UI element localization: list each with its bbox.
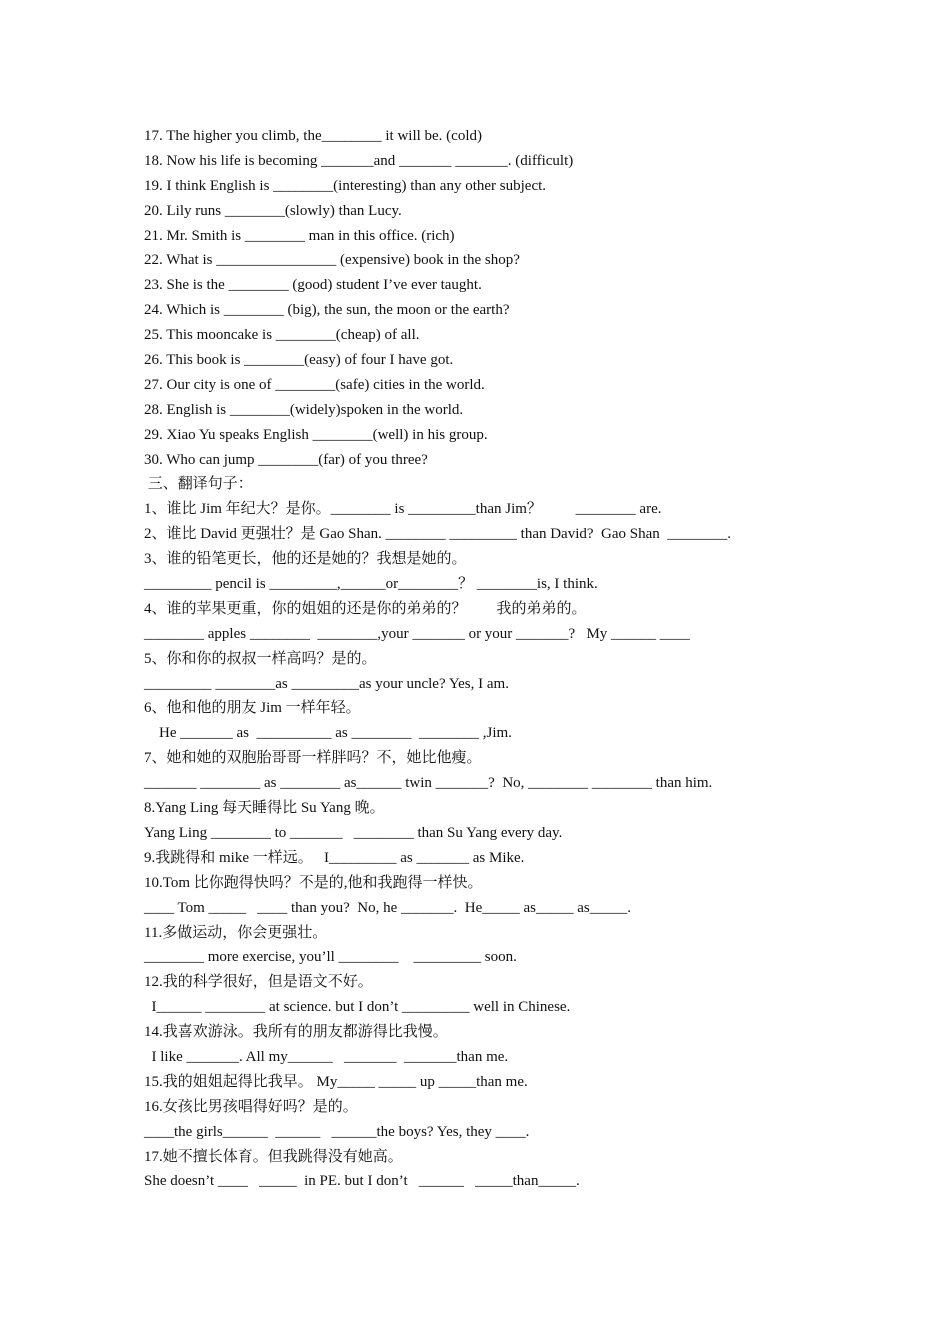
exercise-line: 19. I think English is ________(interesting) than any other subject.	[144, 177, 547, 194]
translation-line: _______ ________ as ________ as______ twin _______? No, ________ ________ than him.	[144, 775, 713, 792]
translation-line: 16.女孩比男孩唱得好吗？是的。	[144, 1098, 358, 1115]
translation-line: I like _______. All my______ _______ _______than me.	[144, 1048, 509, 1065]
exercise-line: 18. Now his life is becoming _______and _______ _______. (difficult)	[144, 152, 574, 169]
translation-line: 15.我的姐姐起得比我早。 My_____ _____ up _____than me.	[144, 1073, 528, 1090]
translation-line: 17.她不擅长体育。但我跳得没有她高。	[144, 1148, 403, 1165]
translation-line: He _______ as __________ as ________ ________ ,Jim.	[144, 725, 512, 742]
exercise-line: 26. This book is ________(easy) of four I have got.	[144, 352, 454, 369]
translation-line: ____the girls______ ______ ______the boys? Yes, they ____.	[144, 1123, 530, 1140]
translation-line: Yang Ling ________ to _______ ________ than Su Yang every day.	[144, 824, 563, 841]
translation-line: ____ Tom _____ ____ than you? No, he _______. He_____ as_____ as_____.	[144, 899, 631, 916]
translation-line: 4、谁的苹果更重，你的姐姐的还是你的弟弟的？ 我的弟弟的。	[144, 600, 587, 617]
translation-line: ________ apples ________ ________,your _______ or your _______? My ______ ____	[144, 625, 690, 642]
translation-line: 8.Yang Ling 每天睡得比 Su Yang 晚。	[144, 800, 385, 817]
exercise-line: 20. Lily runs ________(slowly) than Lucy.	[144, 202, 402, 219]
translation-line: 2、谁比 David 更强壮？是 Gao Shan. ________ _________ than David? Gao Shan ________.	[144, 526, 732, 543]
translation-line: 9.我跳得和 mike 一样远。 I_________ as _______ as Mike.	[144, 849, 525, 866]
exercise-line: 30. Who can jump ________(far) of you three?	[144, 451, 428, 468]
translation-line: 7、她和她的双胞胎哥哥一样胖吗？不，她比他瘦。	[144, 750, 482, 767]
exercise-line: 23. She is the ________ (good) student I’ve ever taught.	[144, 277, 482, 294]
translation-line: She doesn’t ____ _____ in PE. but I don’t ______ _____than_____.	[144, 1173, 580, 1190]
translation-line: 5、你和你的叔叔一样高吗？是的。	[144, 650, 377, 667]
translation-line: _________ pencil is _________,______or________？ ________is, I think.	[144, 576, 598, 593]
section-title: 三、翻译句子：	[144, 476, 253, 493]
exercise-line: 24. Which is ________ (big), the sun, the moon or the earth?	[144, 302, 510, 319]
exercise-line: 17. The higher you climb, the________ it will be. (cold)	[144, 128, 482, 144]
translation-line: I______ ________ at science. but I don’t _________ well in Chinese.	[144, 999, 571, 1016]
translation-line: 3、谁的铅笔更长，他的还是她的？我想是她的。	[144, 551, 467, 568]
exercise-line: 21. Mr. Smith is ________ man in this office. (rich)	[144, 227, 455, 244]
translation-line: 1、谁比 Jim 年纪大？是你。________ is _________than Jim？ ________ are.	[144, 501, 662, 518]
translation-line: 11.多做运动，你会更强壮。	[144, 924, 328, 941]
exercise-line: 25. This mooncake is ________(cheap) of all.	[144, 327, 420, 344]
translation-line: 10.Tom 比你跑得快吗？不是的,他和我跑得一样快。	[144, 874, 483, 891]
translation-line: ________ more exercise, you’ll ________ _________ soon.	[144, 949, 517, 966]
translation-line: 12.我的科学很好，但是语文不好。	[144, 974, 373, 991]
exercise-line: 28. English is ________(widely)spoken in the world.	[144, 401, 464, 418]
worksheet-content	[144, 124, 844, 1194]
exercise-line: 22. What is ________________ (expensive) book in the shop?	[144, 252, 520, 269]
exercise-line: 29. Xiao Yu speaks English ________(well) in his group.	[144, 426, 488, 443]
translation-line: 6、他和他的朋友 Jim 一样年轻。	[144, 700, 361, 717]
translation-line: 14.我喜欢游泳。我所有的朋友都游得比我慢。	[144, 1024, 448, 1041]
exercise-line: 27. Our city is one of ________(safe) cities in the world.	[144, 376, 485, 393]
translation-line: _________ ________as _________as your uncle? Yes, I am.	[144, 675, 509, 692]
